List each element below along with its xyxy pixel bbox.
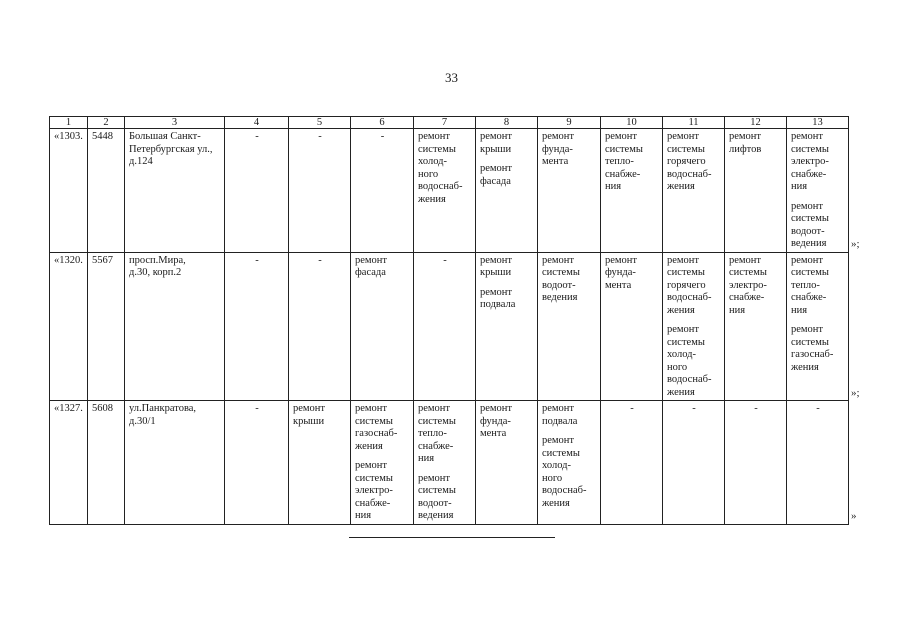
cell-text: горячего [667, 156, 706, 167]
cell-text: ведения [791, 238, 827, 249]
cell-text: - [692, 403, 696, 414]
cell-text: горячего [667, 279, 706, 291]
cell-text: ремонт [480, 254, 513, 266]
table-cell [663, 252, 725, 401]
cell-text: - [255, 403, 259, 414]
cell-text: системы [355, 415, 393, 427]
table-cell [125, 401, 225, 525]
cell-text: снабже- [355, 497, 391, 509]
cell-text: мента [605, 279, 632, 291]
cell-text: ремонт [355, 460, 388, 471]
cell-text: жения [355, 440, 383, 452]
cell-text: - [318, 131, 322, 142]
cell-text: ремонт [605, 131, 638, 142]
cell-text: д.30/1 [129, 415, 156, 427]
cell-text: ремонт [480, 286, 513, 298]
cell-text: мента [480, 428, 507, 439]
table-cell [538, 252, 601, 401]
cell-text: ремонт [667, 324, 700, 335]
cell-text: ного [542, 472, 563, 484]
cell-text: - [816, 403, 820, 414]
table-cell [476, 129, 538, 253]
cell-text: жения [542, 497, 570, 509]
table-row [50, 401, 849, 525]
cell-text: - [255, 254, 259, 266]
column-header-7: 7 [414, 117, 476, 129]
cell-text: ного [667, 361, 688, 373]
table-cell [351, 401, 414, 525]
cell-text: снабже- [791, 292, 827, 303]
cell-text: холод- [418, 156, 447, 167]
cell-text: электро- [355, 485, 393, 496]
cell-text: газоснаб- [355, 428, 398, 439]
cell-text: водоснаб- [418, 181, 463, 192]
table-cell [88, 401, 125, 525]
cell-text: холод- [667, 349, 696, 360]
column-header-4: 4 [225, 117, 289, 129]
cell-text: системы [355, 472, 393, 484]
cell-text: жения [667, 181, 695, 192]
cell-text: Большая Санкт- [129, 131, 201, 142]
cell-text: «1327. [54, 403, 83, 414]
table-cell [414, 401, 476, 525]
cell-text: крыши [480, 267, 512, 278]
cell-text: ремонт [355, 403, 388, 414]
cell-text: системы [791, 143, 829, 155]
cell-text: ния [355, 510, 372, 521]
table-cell [125, 252, 225, 401]
cell-text: ремонт [542, 131, 575, 142]
table-cell [787, 252, 849, 401]
cell-text: водоснаб- [667, 292, 712, 303]
cell-text: ремонт [542, 435, 575, 446]
cell-text: 5448 [92, 131, 113, 142]
cell-text: системы [542, 267, 580, 278]
cell-text: д.30, корп.2 [129, 267, 182, 278]
cell-text: - [630, 403, 634, 414]
table-cell [289, 401, 351, 525]
cell-text: снабже- [605, 168, 641, 180]
closing-quote: »; [851, 238, 860, 250]
cell-text: фунда- [542, 143, 573, 155]
cell-text: водоот- [418, 497, 452, 509]
cell-text: системы [667, 336, 705, 348]
cell-text: снабже- [791, 168, 827, 180]
cell-text: жения [418, 193, 446, 205]
cell-text: ремонт [418, 472, 451, 484]
table-cell [601, 401, 663, 525]
cell-text: ния [418, 453, 435, 464]
table-cell [725, 401, 787, 525]
cell-text: ния [791, 181, 808, 192]
cell-text: системы [418, 485, 456, 496]
cell-text: системы [791, 267, 829, 278]
cell-text: - [443, 254, 447, 266]
table-cell [88, 252, 125, 401]
cell-text: электро- [729, 279, 767, 291]
cell-text: 5608 [92, 403, 113, 414]
cell-text: мента [542, 156, 569, 167]
cell-text: водоснаб- [667, 168, 712, 180]
table-cell [601, 252, 663, 401]
cell-text: системы [791, 336, 829, 348]
cell-text: ния [729, 304, 746, 316]
cell-text: фасада [355, 267, 386, 278]
cell-text: Петербургская ул., [129, 143, 213, 155]
table-cell [725, 129, 787, 253]
cell-text: ремонт [791, 254, 824, 266]
cell-text: тепло- [418, 428, 447, 439]
cell-text: фунда- [480, 415, 511, 427]
closing-quote: »; [851, 386, 860, 399]
cell-text: ремонт [480, 163, 513, 174]
table-cell [663, 129, 725, 253]
table-cell [351, 129, 414, 253]
cell-text: ремонт [418, 131, 451, 142]
cell-text: «1303. [54, 131, 83, 142]
table-row [50, 129, 849, 253]
cell-text: ремонт [667, 131, 700, 142]
table-cell [50, 252, 88, 401]
cell-text: системы [791, 213, 829, 224]
cell-text: ния [605, 181, 622, 192]
table-cell [88, 129, 125, 253]
table-cell [225, 129, 289, 253]
table-cell [601, 129, 663, 253]
cell-text: системы [605, 143, 643, 155]
table-cell [225, 401, 289, 525]
cell-text: ремонт [542, 254, 575, 266]
cell-text: фунда- [605, 267, 636, 278]
cell-text: ремонт [791, 200, 824, 212]
cell-text: крыши [480, 143, 512, 155]
cell-text: ремонт [480, 131, 513, 142]
cell-text: системы [418, 415, 456, 427]
cell-text: газоснаб- [791, 349, 834, 360]
cell-text: ремонт [729, 131, 762, 142]
cell-text: холод- [542, 460, 571, 471]
table-cell [538, 129, 601, 253]
table-row [50, 252, 849, 401]
cell-text: подвала [480, 299, 516, 310]
cell-text: системы [729, 267, 767, 278]
cell-text: просп.Мира, [129, 254, 186, 266]
cell-text: ремонт [418, 403, 451, 414]
cell-text: ул.Панкратова, [129, 403, 197, 414]
table-cell [538, 401, 601, 525]
column-header-3: 3 [125, 117, 225, 129]
column-header-10: 10 [601, 117, 663, 129]
table-cell [50, 129, 88, 253]
column-header-11: 11 [663, 117, 725, 129]
cell-text: электро- [791, 156, 829, 167]
table-cell [289, 129, 351, 253]
cell-text: жения [667, 386, 695, 398]
table-cell [476, 401, 538, 525]
column-header-1: 1 [50, 117, 88, 129]
column-header-13: 13 [787, 117, 849, 129]
cell-text: снабже- [729, 292, 765, 303]
column-header-2: 2 [88, 117, 125, 129]
cell-text: ведения [542, 292, 578, 303]
cell-text: водоот- [791, 225, 825, 237]
cell-text: ремонт [729, 254, 762, 266]
cell-text: ремонт [293, 403, 326, 414]
table-cell [787, 401, 849, 525]
cell-text: ремонт [791, 131, 824, 142]
cell-text: ремонт [480, 403, 513, 414]
table-cell [351, 252, 414, 401]
cell-text: водоот- [542, 279, 576, 291]
column-header-12: 12 [725, 117, 787, 129]
table-cell [787, 129, 849, 253]
column-header-6: 6 [351, 117, 414, 129]
cell-text: жения [667, 304, 695, 316]
cell-text: жения [791, 361, 819, 373]
cell-text: ведения [418, 510, 454, 521]
cell-text: - [754, 403, 758, 414]
cell-text: лифтов [729, 143, 762, 155]
table-cell [725, 252, 787, 401]
cell-text: снабже- [418, 440, 454, 452]
table-cell [414, 129, 476, 253]
cell-text: системы [418, 143, 456, 155]
cell-text: ремонт [355, 254, 388, 266]
cell-text: водоснаб- [542, 485, 587, 496]
table-cell [414, 252, 476, 401]
column-number-row [50, 117, 849, 129]
cell-text: д.124 [129, 156, 153, 167]
cell-text: - [318, 254, 322, 266]
table-cell [225, 252, 289, 401]
cell-text: ного [418, 168, 439, 180]
column-header-9: 9 [538, 117, 601, 129]
page-number: 33 [445, 70, 458, 85]
cell-text: ния [791, 304, 808, 316]
table-cell [476, 252, 538, 401]
cell-text: ремонт [605, 254, 638, 266]
column-header-5: 5 [289, 117, 351, 129]
cell-text: фасада [480, 175, 511, 187]
table-cell [663, 401, 725, 525]
cell-text: ремонт [791, 324, 824, 335]
table-cell [125, 129, 225, 253]
cell-text: «1320. [54, 254, 83, 266]
cell-text: подвала [542, 415, 578, 427]
end-of-list-rule [349, 537, 555, 538]
cell-text: ремонт [667, 254, 700, 266]
cell-text: водоснаб- [667, 374, 712, 385]
cell-text: - [380, 131, 385, 142]
cell-text: тепло- [605, 156, 634, 167]
cell-text: крыши [293, 415, 325, 427]
cell-text: ремонт [542, 403, 575, 414]
cell-text: системы [667, 143, 705, 155]
table-cell [50, 401, 88, 525]
cell-text: - [255, 131, 259, 142]
column-header-8: 8 [476, 117, 538, 129]
cell-text: 5567 [92, 254, 113, 266]
cell-text: системы [542, 447, 580, 459]
closing-quote: » [851, 510, 857, 522]
cell-text: системы [667, 267, 705, 278]
repair-schedule-table [49, 116, 849, 525]
cell-text: тепло- [791, 279, 820, 291]
table-cell [289, 252, 351, 401]
